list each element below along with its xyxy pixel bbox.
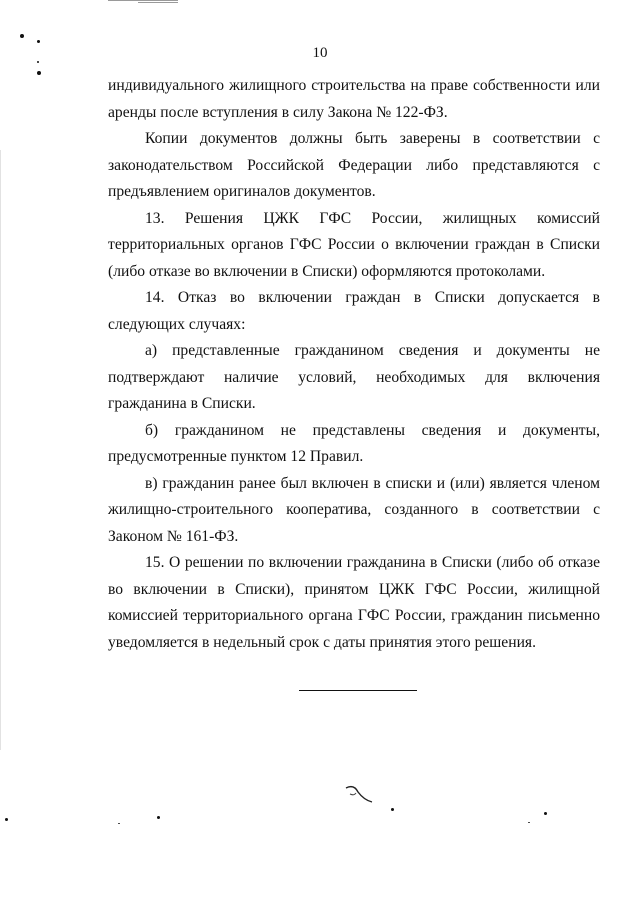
- scan-artifact-line: [138, 2, 178, 3]
- scan-speck: [118, 823, 120, 824]
- paragraph: б) гражданином не представлены сведения и документы, предусмотренные пунктом 12 Правил.: [108, 421, 600, 465]
- scan-speck: [544, 812, 547, 815]
- scan-speck: [37, 40, 40, 43]
- page-number: 10: [312, 45, 328, 61]
- scan-artifact-line: [108, 0, 178, 1]
- scan-edge-shadow: [0, 150, 1, 750]
- paragraph: 14. Отказ во включении граждан в Списки допускается в следующих случаях:: [108, 289, 600, 333]
- end-divider: [299, 690, 417, 691]
- scan-speck: [391, 808, 394, 811]
- pen-mark: [340, 780, 380, 810]
- scan-speck: [157, 816, 160, 819]
- paragraph: Копии документов должны быть заверены в соответствии с законодательством Российской Федерации либо представляются с предъявлением оригиналов документов.: [108, 130, 600, 200]
- paragraph: а) представленные гражданином сведения и документы не подтверждают наличие условий, необходимых для включения гражданина в Списки.: [108, 342, 600, 412]
- paragraph: индивидуального жилищного строительства на праве собственности или аренды после вступления в силу Закона № 122-ФЗ.: [108, 77, 600, 121]
- document-body: [108, 73, 600, 656]
- paragraph: в) гражданин ранее был включен в списки и (или) является членом жилищно-строительного кооператива, созданного в соответствии с Законом № 161-ФЗ.: [108, 474, 600, 545]
- scan-speck: [37, 71, 41, 75]
- scan-speck: [20, 34, 24, 38]
- paragraph: 15. О решении по включении гражданина в Списки (либо об отказе во включении в Списки), принятом ЦЖК ГФС России, жилищной комиссией территориального органа ГФС России, гражданин письменно уведомляется в недельный срок с даты принятия этого решения.: [108, 554, 600, 651]
- paragraph: 13. Решения ЦЖК ГФС России, жилищных комиссий территориальных органов ГФС России о включении граждан в Списки (либо отказе во включении в Списки) оформляются протоколами.: [108, 209, 600, 280]
- scan-speck: [528, 822, 530, 823]
- scan-speck: [5, 818, 8, 821]
